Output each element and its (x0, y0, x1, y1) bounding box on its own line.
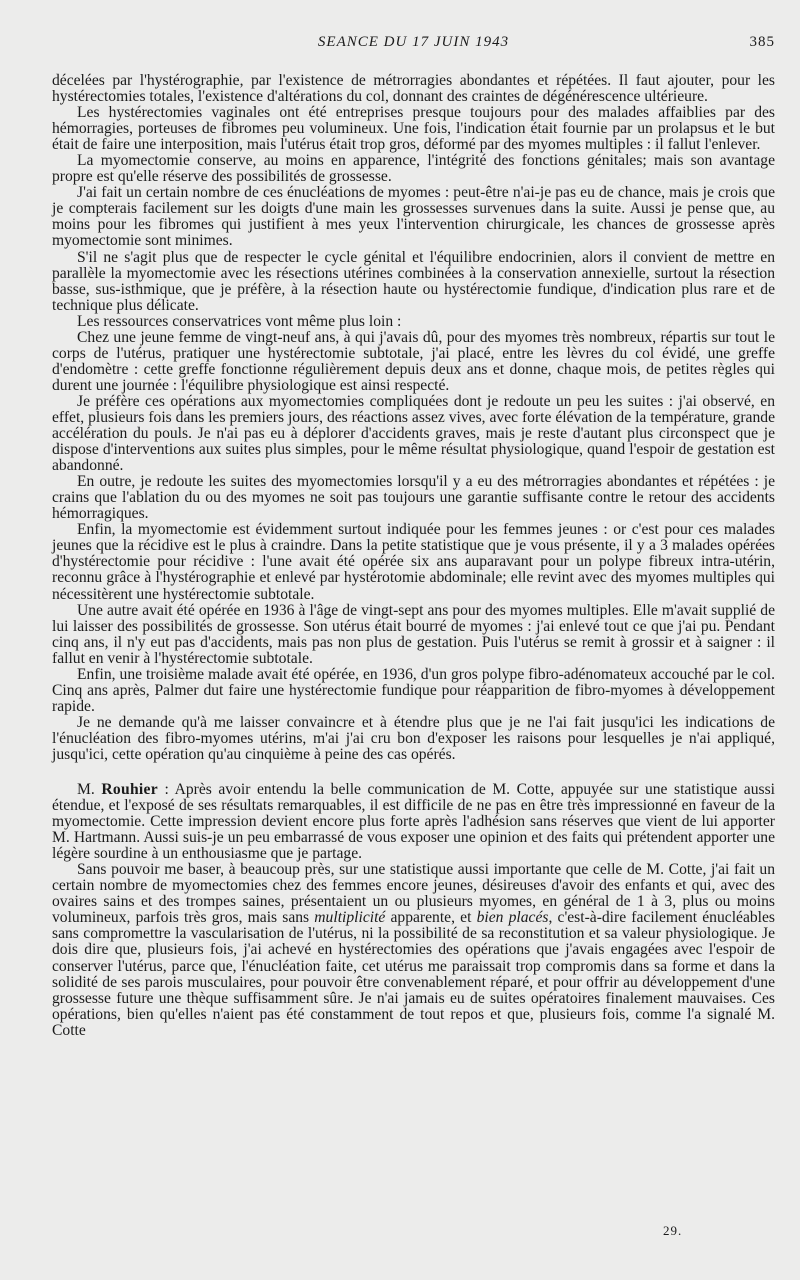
paragraph: Enfin, une troisième malade avait été opérée, en 1936, d'un gros polype fibro-adénomateux accouché par le col. Cinq ans après, Palmer dut faire une hystérectomie fundique pour réapparition de fibro-myomes à développement rapide. (52, 665, 775, 715)
paragraph: décelées par l'hystérographie, par l'existence de métrorragies abondantes et répétées. Il faut ajouter, pour les hystérectomies totales, l'existence d'altérations du col, donnant des craintes de dégénérescence ultérieure. (52, 72, 775, 106)
running-title: SEANCE DU 17 JUIN 1943 (317, 34, 510, 50)
paragraph: La myomectomie conserve, au moins en apparence, l'intégrité des fonctions génitales; mais son avantage propre est qu'elle réserve des possibilités de grossesse. (52, 152, 775, 186)
emphasis: bien placés (476, 909, 549, 927)
paragraph: J'ai fait un certain nombre de ces énucléations de myomes : peut-être n'ai-je pas eu de chance, mais je crois que je compterais facilement sur les doigts d'une main les grossesses survenues dans la suite. Aussi je pense que, au moins pour les fibromes qui justifient à mes yeux l'intervention chirurgicale, les chances de grossesse après myomectomie sont minimes. (52, 184, 775, 250)
paragraph: S'il ne s'agit plus que de respecter le cycle génital et l'équilibre endocrinien, alors il convient de mettre en parallèle la myomectomie avec les résections utérines combinées à la conservation annexielle, surtout la résection basse, sus-isthmique, que je préfère, à la résection haute ou hystérectomie fundique, d'indication plus rare et de technique plus délicate. (52, 248, 775, 314)
paragraph: Les ressources conservatrices vont même plus loin : (77, 312, 402, 330)
paragraph: En outre, je redoute les suites des myomectomies lorsqu'il y a eu des métrorragies abondantes et répétées : je crains que l'ablation du ou des myomes ne soit pas toujours une garantie suffisante contre le retour des accidents hémorragiques. (52, 473, 775, 523)
text-run: apparente, et (385, 909, 477, 927)
paragraph: Je préfère ces opérations aux myomectomies compliquées dont je redoute un peu les suites : j'ai observé, en effet, plusieurs fois dans les premiers jours, des réactions assez vives, avec forte élévation de la température, grande accélération du pouls. Je n'ai pas eu à déplorer d'accidents graves, mais je reste d'autant plus circonspect que je dispose d'interventions aux suites plus simples, pour le même résultat physiologique, quand l'espoir de gestation est abandonné. (52, 392, 775, 475)
paragraph: Une autre avait été opérée en 1936 à l'âge de vingt-sept ans pour des myomes multiples. Elle m'avait supplié de lui laisser des possibilités de grossesse. Son utérus était bourré de myomes : j'ai enlevé tout ce que j'ai pu. Pendant cinq ans, il n'y eut pas d'accidents, mais pas non plus de gestation. Puis l'utérus se remit à grossir et à saigner : il fallut en venir à l'hystérectomie subtotale. (52, 601, 775, 667)
discussion-paragraph (52, 862, 775, 1039)
emphasis: multiplicité (314, 909, 386, 927)
running-head (52, 34, 775, 54)
speaker-prefix: M. (77, 781, 102, 799)
discussion-opening: : Après avoir entendu la belle communication de M. Cotte, appuyée sur une statistique aussi étendue, et l'exposé de ses résultats remarquables, il est difficile de ne pas en être très impressionné en faveur de la myomectomie. Cette impression devient encore plus forte après l'adhésion sans réserves que vient de lui apporter M. Hartmann. Aussi suis-je un peu embarrassé de vous exposer une opinion et des faits qui prétendent apporter une légère sourdine à un enthousiasme que je partage. (52, 781, 775, 863)
paragraph: Je ne demande qu'à me laisser convaincre et à étendre plus que je ne l'ai fait jusqu'ici les indications de l'énucléation des fibro-myomes utérins, m'ai j'ai cru bon d'exposer les raisons pour lesquelles je n'ai appliqué, jusqu'ici, cette opération qu'au cinquième à peine des cas opérés. (52, 713, 775, 763)
text-run: Sans pouvoir me baser, à beaucoup près, sur une statistique aussi importante que celle de M. Cotte, j'ai fait un certain nombre de myomectomies chez des femmes encore jeunes, désireuses d'avoir des enfants et qui, avec des ovaires sains et des trompes saines, présentaient un ou plusieurs myomes, en général de 1 à 3, plus ou moins volumineux, parfois très gros, mais sans (52, 861, 775, 927)
paragraph: Les hystérectomies vaginales ont été entreprises presque toujours pour des malades affaiblies par des hémorragies, porteuses de fibromes peu volumineux. Une fois, l'indication était fournie par un prolapsus et le but était de faire une interposition, mais l'utérus était trop gros, déformé par des myomes multiples : il fallut l'enlever. (52, 104, 775, 154)
signature-mark: 29. (663, 1223, 683, 1238)
discussion-paragraph (52, 782, 775, 862)
paragraph: Chez une jeune femme de vingt-neuf ans, à qui j'avais dû, pour des myomes très nombreux, répartis sur tout le corps de l'utérus, pratiquer une hystérectomie subtotale, j'ai placé, entre les lèvres du col évidé, une greffe d'endomètre : cette greffe fonctionne régulièrement depuis deux ans et donne, chaque mois, de petites règles qui durent une journée : l'équilibre physiologique est ainsi respecté. (52, 328, 775, 394)
body-text (52, 73, 775, 1039)
speaker-name: Rouhier (101, 781, 158, 799)
paragraph: Enfin, la myomectomie est évidemment surtout indiquée pour les femmes jeunes : or c'est pour ces malades jeunes que la récidive est le plus à craindre. Dans la petite statistique que je vous présente, il y a 3 malades opérées d'hystérectomie pour récidive : l'une avait été opérée six ans auparavant pour un polype fibreux intra-utérin, reconnu grâce à l'hystérographie et enlevé par hystérotomie abdominale; elle revint avec des myomes multiples qui nécessitèrent une hystérectomie subtotale. (52, 521, 775, 603)
text-run: , c'est-à-dire facilement énucléables sans compromettre la vascularisation de l'utérus, ni la possibilité de sa reconstitution et sa valeur physiologique. Je dois dire que, plusieurs fois, j'ai achevé en hystérectomies des opérations que j'avais engagées avec l'espoir de conserver l'utérus, parce que, l'énucléation faite, cet utérus me paraissait trop compromis dans sa forme et dans la solidité de ses parois musculaires, pour pouvoir être convenablement réparé, et pour offrir au développement d'une grossesse future une thèque suffisamment sûre. Je n'ai jamais eu de suites opératoires finalement mauvaises. Ces opérations, bien qu'elles n'aient pas été constamment de tout repos et que, plusieurs fois, comme l'a signalé M. Cotte (52, 909, 775, 1039)
page-number: 385 (749, 34, 775, 50)
